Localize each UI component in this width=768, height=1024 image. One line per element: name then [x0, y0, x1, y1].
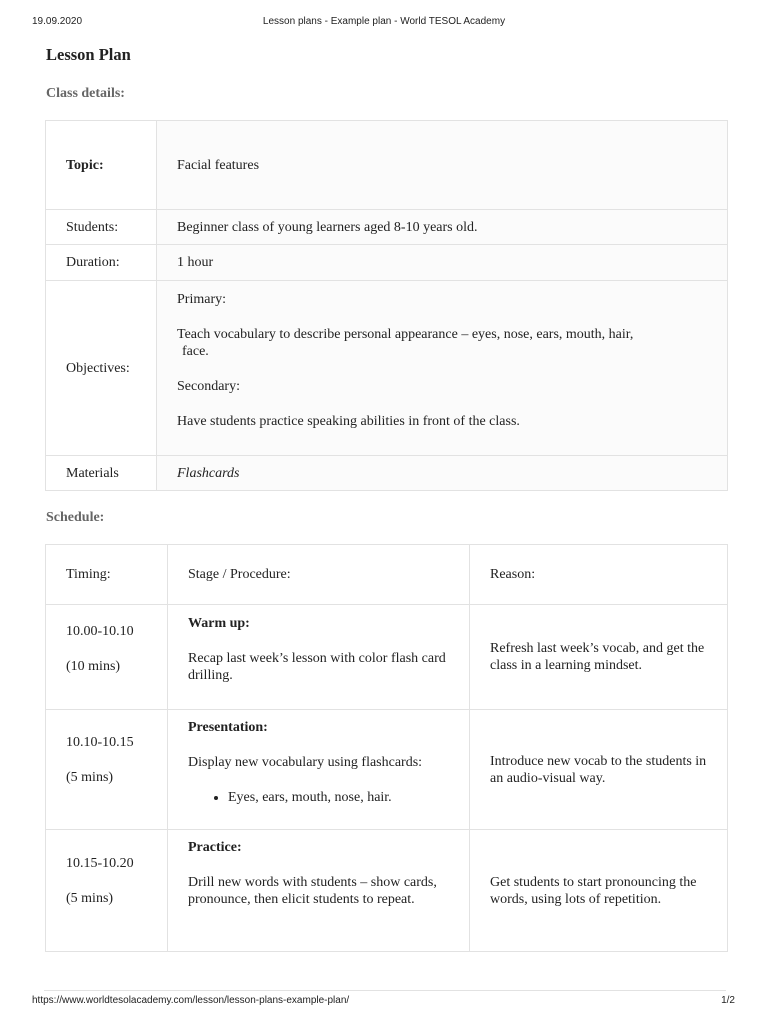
stage-text: Display new vocabulary using flashcards:: [188, 755, 423, 770]
class-details-table: [45, 120, 728, 491]
time-range: 10.10-10.15: [66, 735, 134, 750]
schedule-table: [45, 544, 728, 952]
duration-label: Duration:: [46, 245, 157, 281]
students-label: Students:: [46, 210, 157, 245]
stage-bullet-list: [188, 789, 455, 806]
topic-value: Facial features: [157, 121, 728, 210]
materials-value: Flashcards: [157, 456, 728, 491]
timing-header: Timing:: [46, 545, 168, 605]
stage-text: Recap last week’s lesson with color flash card drilling.: [188, 651, 446, 683]
print-url[interactable]: https://www.worldtesolacademy.com/lesson/lesson-plans-example-plan/: [32, 995, 350, 1006]
stage-text: Drill new words with students – show cards, pronounce, then elicit students to repeat.: [188, 875, 437, 907]
print-date: 19.09.2020: [32, 16, 83, 27]
duration-row: [46, 245, 728, 281]
print-page-number: 1/2: [721, 995, 735, 1006]
stage-cell: [168, 605, 470, 710]
schedule-row: [46, 605, 728, 710]
page-title: Lesson Plan: [46, 45, 131, 64]
stage-title: Presentation:: [188, 720, 268, 735]
stage-cell: [168, 710, 470, 830]
reason-cell: Introduce new vocab to the students in an audio-visual way.: [470, 710, 728, 830]
time-range: 10.00-10.10: [66, 624, 134, 639]
timing-cell: [46, 710, 168, 830]
footer-divider: [44, 990, 726, 991]
students-value: Beginner class of young learners aged 8-10 years old.: [157, 210, 728, 245]
materials-row: [46, 456, 728, 491]
schedule-row: [46, 830, 728, 952]
objectives-primary-line2: face.: [182, 344, 209, 359]
topic-row: [46, 121, 728, 210]
schedule-row: [46, 710, 728, 830]
timing-cell: [46, 830, 168, 952]
objectives-secondary-label: Secondary:: [177, 379, 240, 394]
schedule-heading: Schedule:: [46, 510, 105, 525]
print-page-title: Lesson plans - Example plan - World TESOL Academy: [262, 16, 506, 27]
objectives-row: [46, 281, 728, 456]
reason-cell: Get students to start pronouncing the words, using lots of repetition.: [470, 830, 728, 952]
timing-cell: [46, 605, 168, 710]
materials-label: Materials: [46, 456, 157, 491]
time-range: 10.15-10.20: [66, 856, 134, 871]
time-length: (5 mins): [66, 891, 114, 906]
stage-title: Practice:: [188, 840, 242, 855]
objectives-label: Objectives:: [46, 281, 157, 456]
time-length: (5 mins): [66, 770, 114, 785]
stage-cell: [168, 830, 470, 952]
stage-title: Warm up:: [188, 616, 250, 631]
stage-bullet-item: • Eyes, ears, mouth, nose, hair.: [228, 789, 455, 806]
duration-value: 1 hour: [157, 245, 728, 281]
reason-cell: Refresh last week’s vocab, and get the class in a learning mindset.: [470, 605, 728, 710]
objectives-primary-line1: Teach vocabulary to describe personal appearance – eyes, nose, ears, mouth, hair,: [177, 327, 634, 342]
print-header: [0, 16, 768, 30]
reason-header: Reason:: [470, 545, 728, 605]
class-details-heading: Class details:: [46, 86, 125, 101]
print-footer: [0, 995, 768, 1009]
stage-header: Stage / Procedure:: [168, 545, 470, 605]
time-length: (10 mins): [66, 659, 121, 674]
students-row: [46, 210, 728, 245]
objectives-primary-label: Primary:: [177, 292, 226, 307]
schedule-header-row: [46, 545, 728, 605]
topic-label: Topic:: [46, 121, 157, 210]
objectives-secondary-text: Have students practice speaking abilities in front of the class.: [177, 414, 520, 429]
objectives-value: [157, 281, 728, 456]
